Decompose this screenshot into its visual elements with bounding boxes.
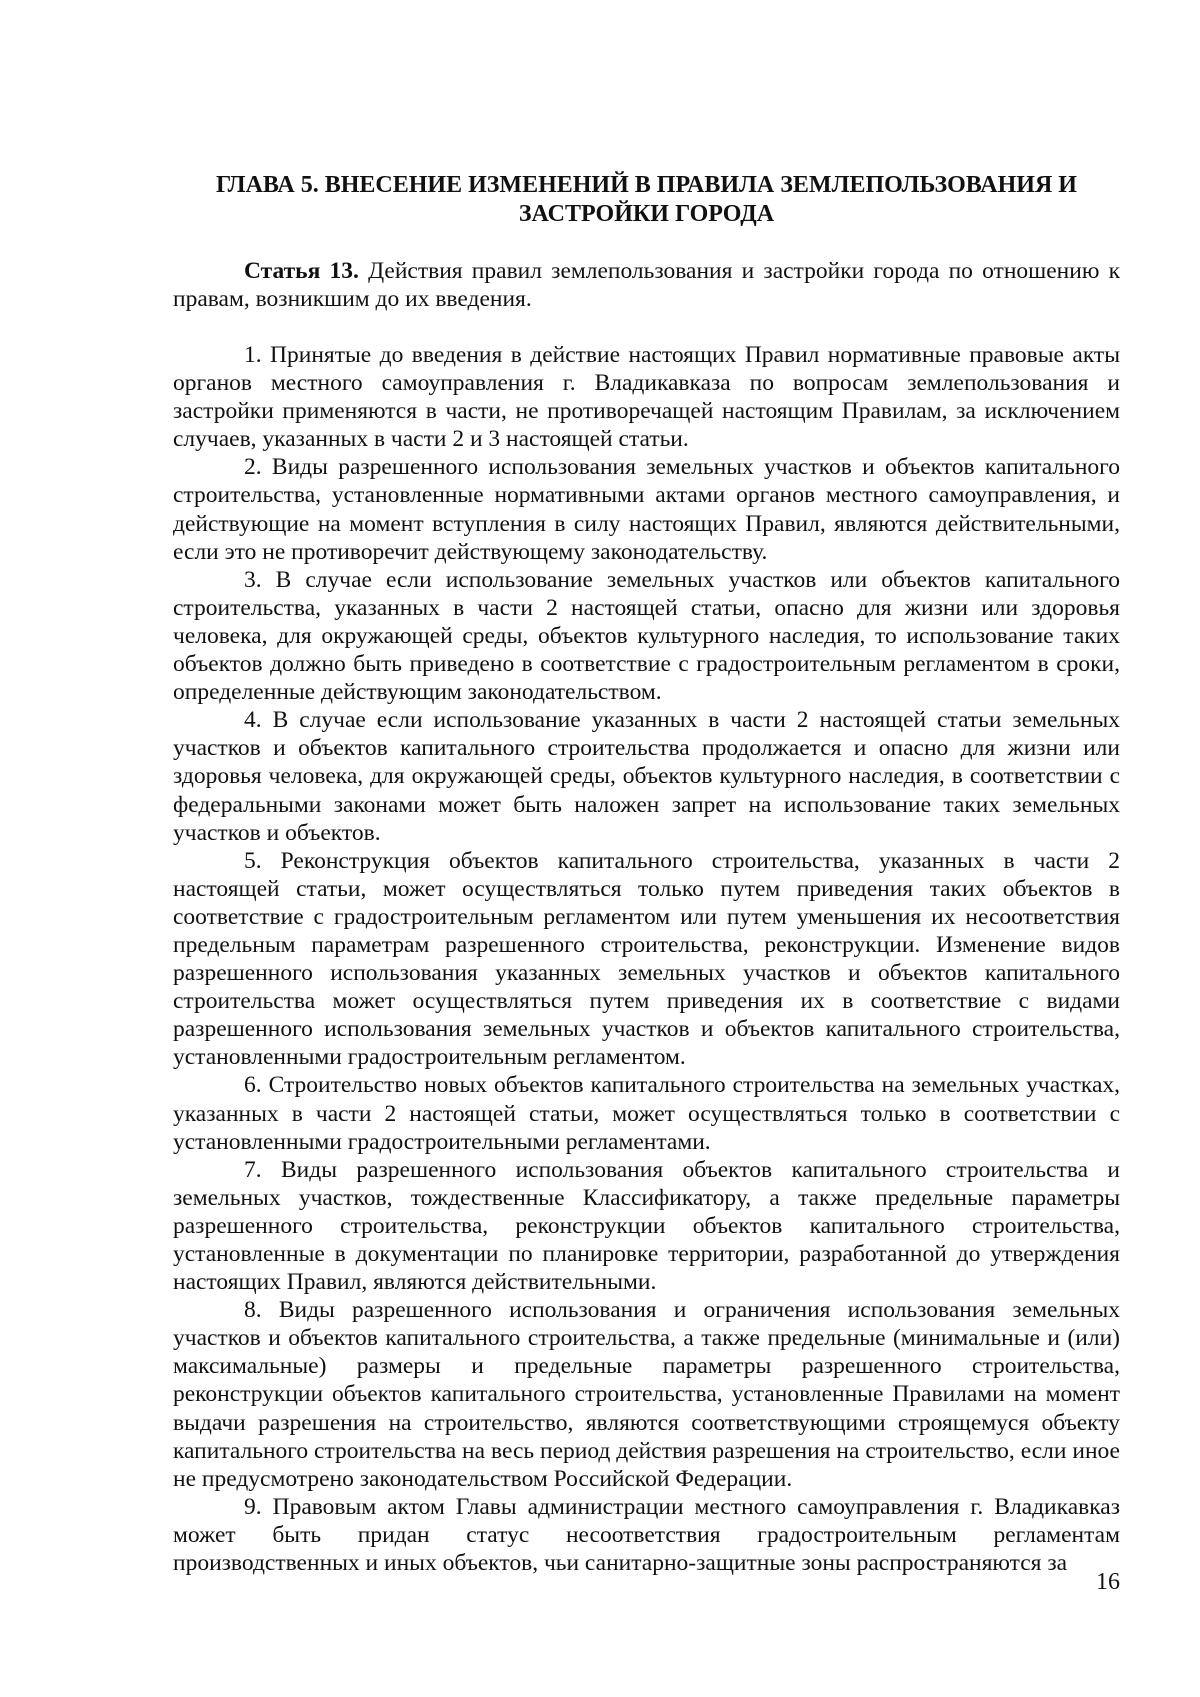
chapter-title-line-1: ГЛАВА 5. ВНЕСЕНИЕ ИЗМЕНЕНИЙ В ПРАВИЛА ЗЕМЛЕПОЛЬЗОВАНИЯ И (216, 172, 1077, 198)
paragraph-7: 7. Виды разрешенного использования объектов капитального строительства и земельных участков, тождественные Классификатору, а также предельные параметры разрешенного строительства, реконструкции объектов капитального строительства, установленные в документации по планировке территории, разработанной до утверждения настоящих Правил, являются действительными. (173, 1156, 1120, 1296)
article-body (173, 341, 1120, 1577)
article-heading (173, 257, 1120, 313)
paragraph-1: 1. Принятые до введения в действие настоящих Правил нормативные правовые акты органов местного самоуправления г. Владикавказа по вопросам землепользования и застройки применяются в части, не противоречащей настоящим Правилам, за исключением случаев, указанных в части 2 и 3 настоящей статьи. (173, 342, 1120, 453)
page-number: 16 (1096, 1569, 1120, 1595)
article-title: Действия правил землепользования и застройки города по отношению к правам, возникшим до их введения. (173, 258, 1121, 312)
paragraph-3: 3. В случае если использование земельных участков или объектов капитального строительства, указанных в части 2 настоящей статьи, опасно для жизни или здоровья человека, для окружающей среды, объектов культурного наследия, то использование таких объектов должно быть приведено в соответствие с градостроительным регламентом в сроки, определенные действующим законодательством. (173, 566, 1120, 706)
paragraph-9: 9. Правовым актом Главы администрации местного самоуправления г. Владикавказ может быть придан статус несоответствия градостроительным регламентам производственных и иных объектов, чьи санитарно-защитные зоны распространяются за (173, 1493, 1120, 1577)
paragraph-6: 6. Строительство новых объектов капитального строительства на земельных участках, указанных в части 2 настоящей статьи, может осуществляться только в соответствии с установленными градостроительными регламентами. (173, 1072, 1120, 1155)
paragraph-5: 5. Реконструкция объектов капитального строительства, указанных в части 2 настоящей статьи, может осуществляться только путем приведения таких объектов в соответствие с градостроительным регламентом или путем уменьшения их несоответствия предельным параметрам разрешенного строительства, реконструкции. Изменение видов разрешенного использования указанных земельных участков и объектов капитального строительства может осуществляться путем приведения их в соответствие с видами разрешенного использования земельных участков и объектов капитального строительства, установленными градостроительным регламентом. (173, 847, 1120, 1071)
chapter-title (173, 171, 1120, 229)
article-number: Статья 13. (244, 258, 359, 284)
paragraph-8: 8. Виды разрешенного использования и ограничения использования земельных участков и объектов капитального строительства, а также предельные (минимальные и (или) максимальные) размеры и предельные параметры разрешенного строительства, реконструкции объектов капитального строительства, установленные Правилами на момент выдачи разрешения на строительство, являются соответствующими строящемуся объекту капитального строительства на весь период действия разрешения на строительство, если иное не предусмотрено законодательством Российской Федерации. (173, 1297, 1120, 1492)
chapter-title-line-2: ЗАСТРОЙКИ ГОРОДА (518, 201, 775, 227)
paragraph-4: 4. В случае если использование указанных в части 2 настоящей статьи земельных участков и объектов капитального строительства продолжается и опасно для жизни или здоровья человека, для окружающей среды, объектов культурного наследия, в соответствии с федеральными законами может быть наложен запрет на использование таких земельных участков и объектов. (173, 707, 1120, 846)
paragraph-2: 2. Виды разрешенного использования земельных участков и объектов капитального строительства, установленные нормативными актами органов местного самоуправления, и действующие на момент вступления в силу настоящих Правил, являются действительными, если это не противоречит действующему законодательству. (173, 454, 1120, 565)
